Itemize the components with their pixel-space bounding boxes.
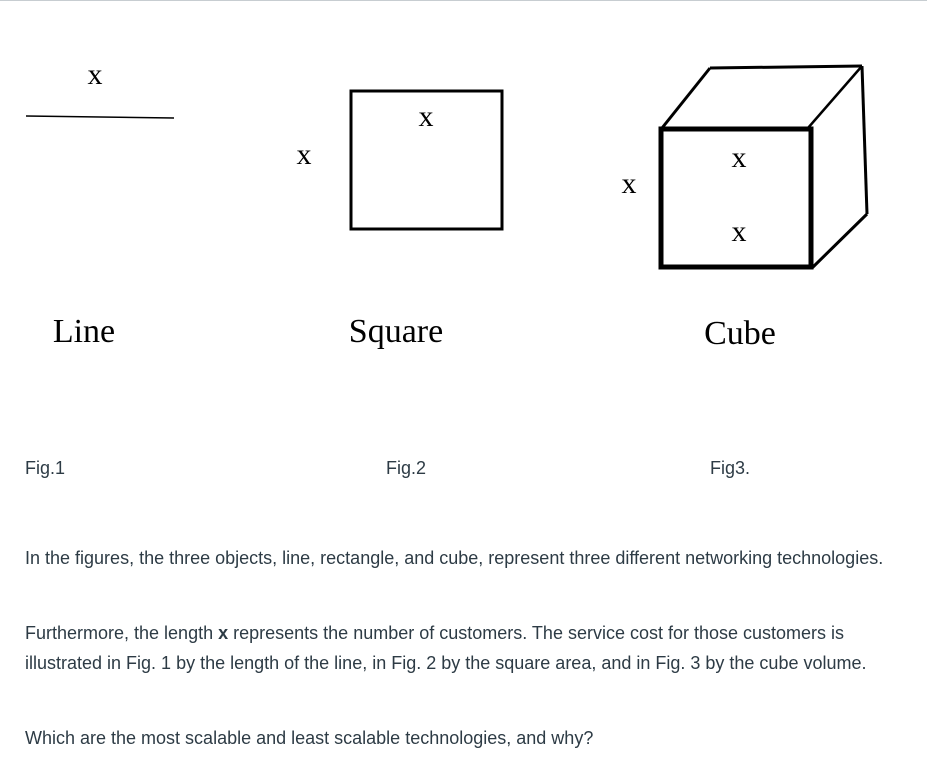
paragraph-cost [25,618,910,678]
fig1-caption: Fig.1 [25,458,66,478]
cube-x-label-inner: x [731,215,747,248]
square-x-label-left: x [296,138,312,171]
line-x-label: x [87,58,103,91]
square-title: Square [348,313,444,350]
cube-x-label-top: x [731,141,747,174]
paragraph-question: Which are the most scalable and least scalable technologies, and why? [25,728,594,748]
cube-x-label-left: x [621,167,637,200]
variable-x-bold: x [218,623,229,643]
cube-figure [622,66,868,352]
square-x-label-top: x [418,100,434,133]
square-figure [297,91,503,350]
line-figure [26,58,174,350]
fig2-caption: Fig.2 [386,458,427,478]
line-shape [26,116,174,118]
paragraph-cost-start: Furthermore, the length [25,623,219,643]
paragraph-cost-end: represents the number of customers. The service cost for those customers is illustrated in Fig. 1 by the length of the line, in Fig. 2 by the square area, and in Fig. 3 by the cube volume. [25,623,867,673]
fig3-caption: Fig3. [710,458,751,478]
cube-title: Cube [704,315,776,352]
line-title: Line [52,313,116,350]
paragraph-intro: In the figures, the three objects, line, rectangle, and cube, represent three different networking technologies. [25,548,884,568]
